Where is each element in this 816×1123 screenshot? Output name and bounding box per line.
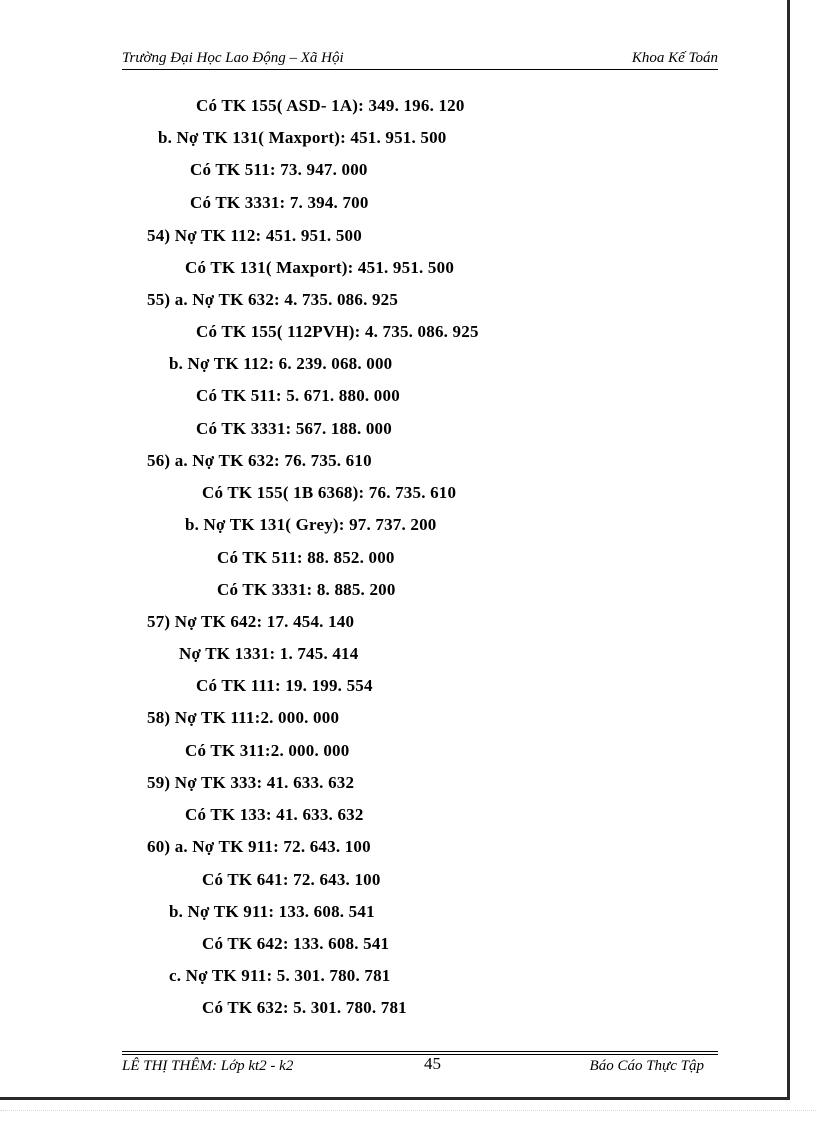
entry-line: Có TK 155( 112PVH): 4. 735. 086. 925 xyxy=(196,322,479,341)
header-rule xyxy=(122,69,718,70)
entry-line: b. Nợ TK 131( Maxport): 451. 951. 500 xyxy=(158,128,447,147)
entry-line: b. Nợ TK 131( Grey): 97. 737. 200 xyxy=(185,515,437,534)
entry-line: 60) a. Nợ TK 911: 72. 643. 100 xyxy=(147,837,371,856)
entry-line: 55) a. Nợ TK 632: 4. 735. 086. 925 xyxy=(147,290,399,309)
entry-line: 58) Nợ TK 111:2. 000. 000 xyxy=(147,708,340,727)
footer-report-title: Báo Cáo Thực Tập xyxy=(589,1058,704,1074)
entry-line: Có TK 3331: 567. 188. 000 xyxy=(196,419,392,438)
footer-author: LÊ THỊ THÊM: Lớp kt2 - k2 xyxy=(122,1058,294,1074)
entry-line: Có TK 133: 41. 633. 632 xyxy=(185,805,364,824)
entry-line: b. Nợ TK 112: 6. 239. 068. 000 xyxy=(169,354,393,373)
page-footer xyxy=(122,1056,718,1080)
entry-line: Có TK 511: 5. 671. 880. 000 xyxy=(196,386,400,405)
entry-line: 57) Nợ TK 642: 17. 454. 140 xyxy=(147,612,355,631)
header-department: Khoa Kế Toán xyxy=(631,50,718,66)
entry-line: Có TK 511: 88. 852. 000 xyxy=(217,548,395,567)
entry-line: 54) Nợ TK 112: 451. 951. 500 xyxy=(147,226,362,245)
entry-line: Có TK 632: 5. 301. 780. 781 xyxy=(202,998,407,1017)
entry-line: Có TK 511: 73. 947. 000 xyxy=(190,160,368,179)
entry-line: Có TK 131( Maxport): 451. 951. 500 xyxy=(185,258,455,277)
page-number: 45 xyxy=(424,1054,441,1073)
entry-line: 59) Nợ TK 333: 41. 633. 632 xyxy=(147,773,355,792)
entry-line: Có TK 111: 19. 199. 554 xyxy=(196,676,373,695)
footer-rule-top xyxy=(122,1051,718,1052)
entry-line: Có TK 641: 72. 643. 100 xyxy=(202,870,381,889)
entry-line: Có TK 155( 1B 6368): 76. 735. 610 xyxy=(202,483,457,502)
entry-line: 56) a. Nợ TK 632: 76. 735. 610 xyxy=(147,451,372,470)
entry-line: Nợ TK 1331: 1. 745. 414 xyxy=(179,644,359,663)
entry-line: b. Nợ TK 911: 133. 608. 541 xyxy=(169,902,375,921)
entry-line: Có TK 3331: 7. 394. 700 xyxy=(190,193,369,212)
footer-rule-bottom xyxy=(122,1054,718,1055)
entry-line: c. Nợ TK 911: 5. 301. 780. 781 xyxy=(169,966,391,985)
entry-line: Có TK 311:2. 000. 000 xyxy=(185,741,350,760)
entry-line: Có TK 642: 133. 608. 541 xyxy=(202,934,390,953)
header-school: Trường Đại Học Lao Động – Xã Hội xyxy=(122,50,344,66)
entry-line: Có TK 3331: 8. 885. 200 xyxy=(217,580,396,599)
page-header xyxy=(122,48,718,70)
page-edge-divider xyxy=(0,1110,816,1111)
entry-line: Có TK 155( ASD- 1A): 349. 196. 120 xyxy=(196,96,465,115)
